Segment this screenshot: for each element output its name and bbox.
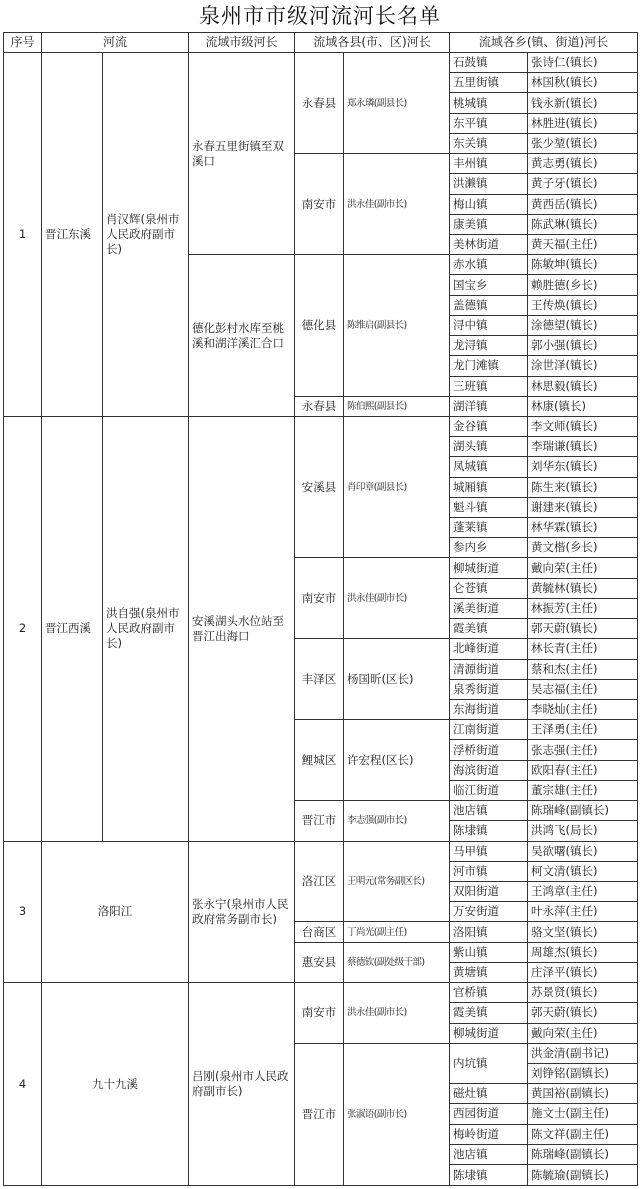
county-name: 南安市	[295, 983, 344, 1044]
town-name: 双阳街道	[450, 881, 528, 901]
town-chief: 林康(镇长)	[528, 396, 638, 416]
town-chief: 李瑞谦(镇长)	[528, 437, 638, 457]
town-chief: 林长青(主任)	[528, 639, 638, 659]
county-chief: 陈伯熙(副县长)	[344, 396, 450, 416]
town-chief: 戴向荣(主任)	[528, 558, 638, 578]
town-chief: 赖胜德(乡长)	[528, 275, 638, 295]
town-name: 梅岭街道	[450, 1124, 528, 1144]
town-name: 临江街道	[450, 780, 528, 800]
county-name: 洛江区	[295, 841, 344, 922]
town-chief: 陈瑞峰(副镇长)	[528, 801, 638, 821]
county-chief: 洪永佳(副市长)	[344, 558, 450, 639]
table-row	[4, 841, 638, 861]
town-name: 西园街道	[450, 1104, 528, 1124]
river-name: 九十九溪	[42, 983, 189, 1186]
river-chief-table	[3, 32, 638, 1186]
town-chief: 涂德望(镇长)	[528, 315, 638, 335]
town-name: 池店镇	[450, 1144, 528, 1164]
county-name: 永春县	[295, 396, 344, 416]
town-chief: 涂世泽(镇长)	[528, 356, 638, 376]
river-no: 3	[4, 841, 42, 983]
town-chief: 刘华东(镇长)	[528, 457, 638, 477]
town-chief: 庄泽平(镇长)	[528, 962, 638, 982]
town-name: 霞美镇	[450, 1003, 528, 1023]
town-chief: 张志强(主任)	[528, 740, 638, 760]
town-name: 泉秀街道	[450, 679, 528, 699]
header-county-chief: 流域各县(市、区)河长	[295, 33, 450, 53]
town-name: 东平镇	[450, 113, 528, 133]
town-name: 马甲镇	[450, 841, 528, 861]
town-name: 国宝乡	[450, 275, 528, 295]
town-chief: 柯文清(镇长)	[528, 861, 638, 881]
town-chief: 洪鸿飞(局长)	[528, 821, 638, 841]
county-chief: 洪永佳(副市长)	[344, 154, 450, 255]
town-name: 盖德镇	[450, 295, 528, 315]
town-chief: 黄天福(主任)	[528, 234, 638, 254]
town-chief: 谢建来(镇长)	[528, 497, 638, 517]
town-name: 蓬莱镇	[450, 518, 528, 538]
town-name: 北峰街道	[450, 639, 528, 659]
town-chief: 郭小强(镇长)	[528, 336, 638, 356]
town-chief: 黄子牙(镇长)	[528, 174, 638, 194]
town-name: 万安街道	[450, 902, 528, 922]
town-name: 浔中镇	[450, 315, 528, 335]
town-chief: 李晓灿(主任)	[528, 700, 638, 720]
river-name: 洛阳江	[42, 841, 189, 983]
town-chief: 黄国裕(副镇长)	[528, 1084, 638, 1104]
town-name: 魁斗镇	[450, 497, 528, 517]
county-chief: 张淑语(副市长)	[344, 1043, 450, 1185]
town-chief: 骆文坚(镇长)	[528, 922, 638, 942]
header-row	[4, 33, 638, 53]
county-chief: 许宏程(区长)	[344, 720, 450, 801]
town-name: 洛阳镇	[450, 922, 528, 942]
county-chief: 郑永璘(副县长)	[344, 53, 450, 154]
town-chief: 洪金清(副书记)	[528, 1043, 638, 1063]
town-chief: 董宗雄(主任)	[528, 780, 638, 800]
town-chief: 张少堃(镇长)	[528, 133, 638, 153]
town-name: 丰州镇	[450, 154, 528, 174]
county-name: 永春县	[295, 53, 344, 154]
town-name: 官桥镇	[450, 983, 528, 1003]
town-name: 黄塘镇	[450, 962, 528, 982]
river-name: 晋江西溪	[42, 416, 103, 841]
town-name: 柳城街道	[450, 1023, 528, 1043]
town-name: 浮桥街道	[450, 740, 528, 760]
town-name: 桃城镇	[450, 93, 528, 113]
town-chief: 王鸿章(主任)	[528, 881, 638, 901]
town-chief: 王传焕(镇长)	[528, 295, 638, 315]
city-chief: 肖汉辉(泉州市人民政府副市长)	[103, 53, 189, 417]
city-chief: 洪自强(泉州市人民政府副市长)	[103, 416, 189, 841]
town-name: 海滨街道	[450, 760, 528, 780]
town-chief: 林国秋(镇长)	[528, 73, 638, 93]
town-name: 康美镇	[450, 214, 528, 234]
town-chief: 林思毅(镇长)	[528, 376, 638, 396]
town-chief: 施文士(副主任)	[528, 1104, 638, 1124]
town-name: 陈埭镇	[450, 1165, 528, 1186]
county-name: 惠安县	[295, 942, 344, 982]
town-chief: 戴向荣(主任)	[528, 1023, 638, 1043]
town-chief: 陈敏坤(镇长)	[528, 255, 638, 275]
town-name: 陈埭镇	[450, 821, 528, 841]
county-name: 晋江市	[295, 1043, 344, 1185]
town-name: 霞美镇	[450, 619, 528, 639]
town-chief: 张诗仁(镇长)	[528, 53, 638, 73]
header-city-chief: 流域市级河长	[189, 33, 295, 53]
table-row	[4, 416, 638, 436]
header-no: 序号	[4, 33, 42, 53]
county-chief: 陈维启(副县长)	[344, 255, 450, 397]
town-name: 石鼓镇	[450, 53, 528, 73]
river-no: 4	[4, 983, 42, 1186]
town-name: 美林街道	[450, 234, 528, 254]
town-chief: 苏景贤(镇长)	[528, 983, 638, 1003]
town-name: 赤水镇	[450, 255, 528, 275]
town-name: 凤城镇	[450, 457, 528, 477]
page-title: 泉州市市级河流河长名单	[199, 4, 441, 28]
town-name: 清源街道	[450, 659, 528, 679]
county-chief: 李志强(副市长)	[344, 801, 450, 841]
town-name: 东海街道	[450, 700, 528, 720]
river-segment: 德化彭村水库至桃溪和湖洋溪汇合口	[189, 255, 295, 417]
town-name: 金谷镇	[450, 416, 528, 436]
town-chief: 陈毓瑜(副镇长)	[528, 1165, 638, 1186]
town-chief: 林胜进(镇长)	[528, 113, 638, 133]
town-chief: 周雄杰(镇长)	[528, 942, 638, 962]
county-name: 南安市	[295, 154, 344, 255]
town-name: 江南街道	[450, 720, 528, 740]
river-name: 晋江东溪	[42, 53, 103, 417]
town-chief: 郭天蔚(镇长)	[528, 1003, 638, 1023]
town-chief: 吴志福(主任)	[528, 679, 638, 699]
town-chief: 欧阳春(主任)	[528, 760, 638, 780]
header-river: 河流	[42, 33, 189, 53]
town-chief: 陈瑞峰(副镇长)	[528, 1144, 638, 1164]
town-name: 柳城街道	[450, 558, 528, 578]
river-segment: 安溪湖头水位站至晋江出海口	[189, 416, 295, 841]
town-chief: 陈生来(镇长)	[528, 477, 638, 497]
town-chief: 黄西岳(镇长)	[528, 194, 638, 214]
town-name: 洪濑镇	[450, 174, 528, 194]
town-name: 内坑镇	[450, 1043, 528, 1083]
town-name: 湖头镇	[450, 437, 528, 457]
town-name: 磁灶镇	[450, 1084, 528, 1104]
town-name: 城厢镇	[450, 477, 528, 497]
county-chief: 王明元(常务副区长)	[344, 841, 450, 922]
town-chief: 钱永新(镇长)	[528, 93, 638, 113]
town-name: 五里街镇	[450, 73, 528, 93]
town-chief: 黄志勇(镇长)	[528, 154, 638, 174]
county-name: 台商区	[295, 922, 344, 942]
town-chief: 黄毓林(镇长)	[528, 578, 638, 598]
town-chief: 刘铮铭(副镇长)	[528, 1063, 638, 1083]
town-name: 龙门滩镇	[450, 356, 528, 376]
town-chief: 林华霖(镇长)	[528, 518, 638, 538]
town-name: 参内乡	[450, 538, 528, 558]
county-chief: 杨国昕(区长)	[344, 639, 450, 720]
table-row	[4, 983, 638, 1003]
county-name: 南安市	[295, 558, 344, 639]
town-name: 湖洋镇	[450, 396, 528, 416]
town-chief: 王泽勇(主任)	[528, 720, 638, 740]
town-name: 东关镇	[450, 133, 528, 153]
city-chief: 张永宁(泉州市人民政府常务副市长)	[189, 841, 295, 983]
town-chief: 陈文祥(副主任)	[528, 1124, 638, 1144]
county-chief: 洪永佳(副市长)	[344, 983, 450, 1044]
town-chief: 叶永萍(主任)	[528, 902, 638, 922]
county-name: 德化县	[295, 255, 344, 397]
table-row	[4, 53, 638, 73]
town-name: 仑苍镇	[450, 578, 528, 598]
river-segment: 永春五里街镇至双溪口	[189, 53, 295, 255]
town-name: 梅山镇	[450, 194, 528, 214]
county-name: 晋江市	[295, 801, 344, 841]
town-chief: 陈武琳(镇长)	[528, 214, 638, 234]
town-chief: 吴欲曙(镇长)	[528, 841, 638, 861]
town-name: 溪美街道	[450, 598, 528, 618]
county-name: 鲤城区	[295, 720, 344, 801]
town-chief: 蔡和杰(主任)	[528, 659, 638, 679]
river-no: 2	[4, 416, 42, 841]
river-no: 1	[4, 53, 42, 417]
town-name: 池店镇	[450, 801, 528, 821]
town-name: 龙浔镇	[450, 336, 528, 356]
county-name: 丰泽区	[295, 639, 344, 720]
town-name: 紫山镇	[450, 942, 528, 962]
county-chief: 蔡德钦(副处级干部)	[344, 942, 450, 982]
county-chief: 肖印章(副县长)	[344, 416, 450, 558]
town-chief: 林振芳(主任)	[528, 598, 638, 618]
town-chief: 李文师(镇长)	[528, 416, 638, 436]
header-town-chief: 流域各乡(镇、街道)河长	[450, 33, 638, 53]
town-chief: 郭天蔚(镇长)	[528, 619, 638, 639]
county-chief: 丁尚光(副主任)	[344, 922, 450, 942]
town-name: 三班镇	[450, 376, 528, 396]
town-chief: 黄文楷(乡长)	[528, 538, 638, 558]
city-chief: 吕刚(泉州市人民政府副市长)	[189, 983, 295, 1186]
town-name: 河市镇	[450, 861, 528, 881]
county-name: 安溪县	[295, 416, 344, 558]
